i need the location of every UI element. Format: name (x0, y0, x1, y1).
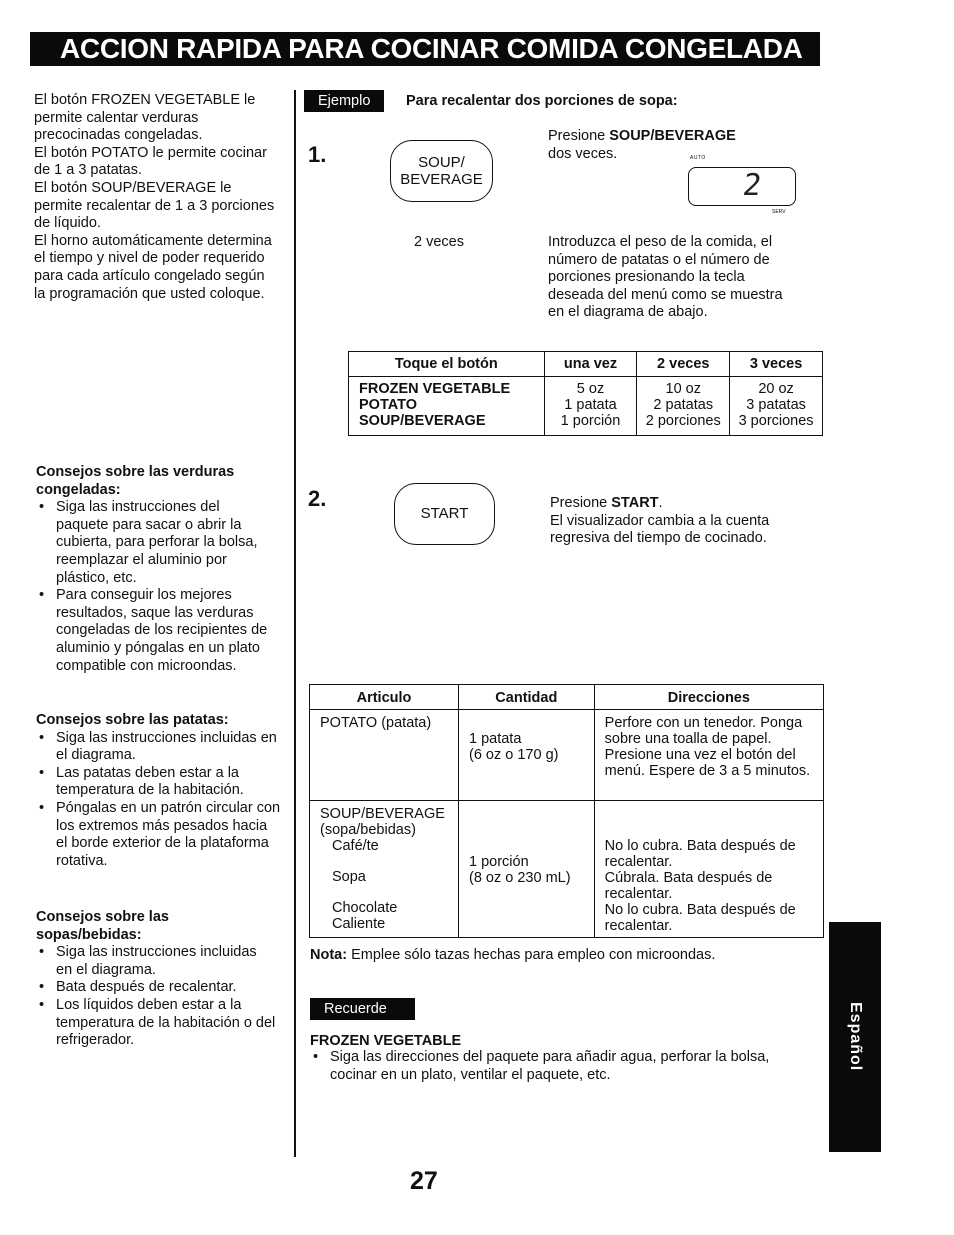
tips-potatoes-item: • Siga las instrucciones incluidas en el diagrama. (36, 730, 281, 765)
item-table-cell: 1 porción (468, 854, 529, 870)
press-table-twice (637, 377, 730, 436)
step-2-instr-suffix: . (658, 495, 663, 511)
item-table-row2-quantity (458, 801, 594, 938)
press-table-cell: 10 oz (665, 381, 701, 397)
press-table-once (544, 377, 637, 436)
example-title: Para recalentar dos porciones de sopa: (406, 93, 678, 109)
start-key[interactable] (394, 483, 495, 545)
intro-potato: El botón POTATO le permite cocinar de 1 a 3 patatas. (34, 144, 267, 179)
start-key-label: START (420, 505, 469, 522)
item-table-row1-directions: Perfore con un tenedor. Ponga sobre una toalla de papel. Presione una vez el botón del menú. Espere de 3 a 5 minutos. (594, 710, 823, 801)
press-table-button-name: SOUP/BEVERAGE (359, 413, 486, 429)
example-tag (304, 90, 384, 112)
press-table-header: 3 veces (730, 352, 823, 377)
step-2-instruction (550, 495, 790, 548)
page-number: 27 (410, 1167, 438, 1195)
press-table-cell: 5 oz (576, 381, 605, 397)
item-direction-table (309, 684, 824, 938)
press-table-cell: 20 oz (758, 381, 794, 397)
intro-frozen-vegetable: El botón FROZEN VEGETABLE le permite calentar verduras precocinadas congeladas. (34, 92, 256, 144)
remember-list (310, 1049, 800, 1084)
tips-potatoes-item: • Póngalas en un patrón circular con los extremos más pesados hacia el borde exterior de la plataforma rotativa. (36, 800, 281, 870)
press-count-table (348, 351, 823, 436)
remember-item: • Siga las direcciones del paquete para añadir agua, perforar la bolsa, cocinar en un plato, ventilar el paquete, etc. (310, 1049, 800, 1084)
soup-beverage-key[interactable] (390, 140, 493, 202)
intro-automatic: El horno automáticamente determina el tiempo y nivel de poder requerido para cada artículo congelado según la programación que usted coloque. (34, 232, 272, 302)
step-1-instr-suffix: dos veces. (548, 145, 618, 162)
item-table-cell: No lo cubra. Bata después de recalentar. (604, 902, 796, 934)
item-table-row2-item (310, 801, 459, 938)
item-table-cell: No lo cubra. Bata después de recalentar. (604, 838, 796, 870)
press-table-button-name: POTATO (359, 397, 417, 413)
press-table-buttons (349, 377, 545, 436)
press-table-header: Toque el botón (349, 352, 545, 377)
item-table-cell: (sopa/bebidas) (320, 822, 416, 838)
remember-tag-label: Recuerde (310, 998, 415, 1020)
press-table-header: 2 veces (637, 352, 730, 377)
tips-potatoes (36, 712, 281, 870)
tips-vegetables (36, 464, 276, 675)
item-table-cell: Caliente (332, 916, 386, 932)
item-table-cell: 1 patata (468, 731, 522, 747)
note-text: Emplee sólo tazas hechas para empleo con microondas. (347, 947, 716, 963)
tips-potatoes-item: • Las patatas deben estar a la temperatura de la habitación. (36, 765, 281, 800)
display-auto-label: AUTO (690, 155, 706, 161)
display-value: 2 (740, 168, 764, 203)
page-title: ACCION RAPIDA PARA COCINAR COMIDA CONGELADA (30, 32, 820, 66)
item-table-cell: Chocolate (332, 900, 398, 916)
tips-soups-item: • Bata después de recalentar. (36, 979, 276, 997)
item-table-row2-directions (594, 801, 823, 938)
tips-vegetables-item: • Siga las instrucciones del paquete para sacar o abrir la cubierta, para perforar la bolsa, reemplazar el aluminio por plástico, etc. (36, 499, 276, 587)
language-tab-label: Español (847, 1002, 864, 1072)
tips-vegetables-item: • Para conseguir los mejores resultados, saque las verduras congeladas de los recipientes de aluminio y póngalas en un plato compatible con microondas. (36, 587, 276, 675)
press-table-cell: 2 patatas (653, 397, 714, 413)
press-table-cell: 3 patatas (746, 397, 806, 413)
press-table-thrice (730, 377, 823, 436)
soup-beverage-caption: 2 veces (414, 234, 464, 250)
tips-soups-item: • Los líquidos deben estar a la temperatura de la habitación o del refrigerador. (36, 997, 276, 1050)
item-table-header: Articulo (310, 685, 459, 710)
press-table-cell: 1 porción (560, 413, 621, 429)
step-1-instruction-2: Introduzca el peso de la comida, el número de patatas o el número de porciones presionando la tecla deseada del menú como se muestra en el diagrama de abajo. (548, 234, 783, 321)
step-2-number: 2. (308, 486, 327, 511)
press-table-header: una vez (544, 352, 637, 377)
press-table-cell: 2 porciones (645, 413, 721, 429)
step-2-instr-key: START (611, 495, 659, 511)
item-table-cell: (6 oz o 170 g) (468, 747, 559, 763)
step-2-instr-prefix: Presione (550, 495, 612, 511)
tips-soups-heading: Consejos sobre las sopas/bebidas: (36, 909, 169, 943)
note (310, 947, 715, 965)
example-tag-label: Ejemplo (304, 90, 384, 112)
item-table-cell: SOUP/BEVERAGE (320, 806, 445, 822)
step-1-instr-prefix: Presione (548, 128, 610, 144)
tips-soups-item: • Siga las instrucciones incluidas en el diagrama. (36, 944, 276, 979)
item-table-header: Direcciones (594, 685, 823, 710)
step-1-instruction (548, 128, 808, 163)
press-table-button-name: FROZEN VEGETABLE (359, 381, 511, 397)
step-1-instr-key: SOUP/BEVERAGE (609, 128, 736, 144)
item-table-cell: Sopa (332, 869, 366, 885)
press-table-cell: 1 patata (564, 397, 617, 413)
intro-text (34, 92, 279, 303)
tips-vegetables-heading: Consejos sobre las verduras congeladas: (36, 464, 235, 498)
item-table-cell: Café/te (332, 838, 379, 854)
column-divider (294, 90, 296, 1157)
item-table-row1-quantity (458, 710, 594, 801)
soup-beverage-key-line1: SOUP/ (418, 154, 465, 171)
tips-soups (36, 909, 276, 1050)
remember-heading: FROZEN VEGETABLE (310, 1033, 462, 1049)
step-2-instruction-2: El visualizador cambia a la cuenta regresiva del tiempo de cocinado. (550, 512, 770, 547)
press-table-cell: 3 porciones (738, 413, 814, 429)
language-tab (829, 922, 881, 1152)
step-1-number: 1. (308, 142, 327, 167)
item-table-row1-item: POTATO (patata) (310, 710, 459, 801)
item-table-header: Cantidad (458, 685, 594, 710)
soup-beverage-key-line2: BEVERAGE (400, 171, 483, 188)
item-table-cell: Cúbrala. Bata después de recalentar. (604, 870, 773, 902)
item-table-cell: (8 oz o 230 mL) (468, 870, 571, 886)
tips-potatoes-heading: Consejos sobre las patatas: (36, 712, 229, 728)
intro-soup-beverage: El botón SOUP/BEVERAGE le permite recalentar de 1 a 3 porciones de líquido. (34, 179, 275, 232)
remember-tag (310, 998, 415, 1020)
display-serv-label: SERV (772, 209, 786, 215)
note-label: Nota: (310, 947, 348, 963)
oven-display (688, 167, 796, 206)
